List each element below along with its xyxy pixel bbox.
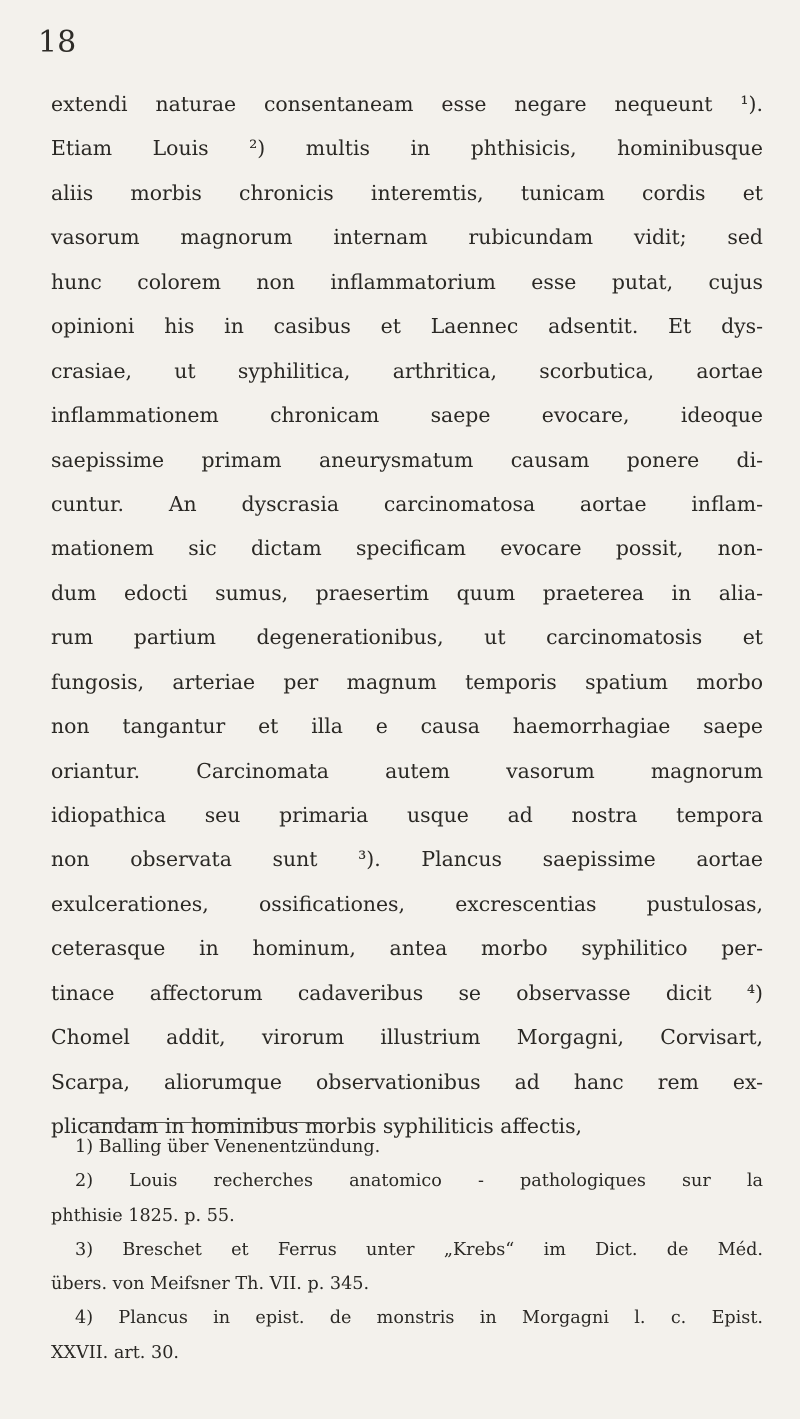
body-line: hunc colorem non inflammatorium esse putat, cujus — [51, 269, 763, 294]
footnote-separator — [80, 1122, 334, 1123]
body-line: idiopathica seu primaria usque ad nostra tempora — [51, 803, 763, 827]
footnote-line: 1) Balling über Venenentzündung. — [75, 1137, 381, 1157]
body-line: vasorum magnorum internam rubicundam vidit; sed — [51, 225, 763, 250]
footnote-line: übers. von Meifsner Th. VII. p. 345. — [51, 1274, 370, 1295]
body-line: exulcerationes, ossificationes, excrescentias pustulosas, — [51, 891, 763, 916]
body-line: non observata sunt ³). Plancus saepissime aortae — [51, 847, 763, 872]
body-line: crasiae, ut syphilitica, arthritica, scorbutica, aortae — [51, 358, 763, 383]
body-line: saepissime primam aneurysmatum causam ponere di- — [51, 447, 763, 472]
body-line: dum edocti sumus, praesertim quum praeterea in alia- — [51, 580, 763, 605]
body-line: fungosis, arteriae per magnum temporis spatium morbo — [51, 669, 763, 694]
body-line: oriantur. Carcinomata autem vasorum magnorum — [51, 758, 763, 783]
footnote-line: 4) Plancus in epist. de monstris in Morgagni l. c. Epist. — [75, 1308, 763, 1329]
body-line: inflammationem chronicam saepe evocare, ideoque — [51, 403, 763, 428]
footnote-line: 3) Breschet et Ferrus unter „Krebs“ im Dict. de Méd. — [75, 1239, 763, 1260]
body-line: Etiam Louis ²) multis in phthisicis, hominibusque — [51, 136, 763, 161]
footnotes — [51, 1130, 763, 1370]
body-line: aliis morbis chronicis interemtis, tunicam cordis et — [51, 180, 763, 205]
body-line: tinace affectorum cadaveribus se observasse dicit ⁴) — [51, 980, 763, 1005]
body-line: Scarpa, aliorumque observationibus ad hanc rem ex- — [51, 1069, 763, 1094]
body-line: extendi naturae consentaneam esse negare nequeunt ¹). — [51, 92, 763, 116]
body-line: Chomel addit, virorum illustrium Morgagni, Corvisart, — [51, 1025, 763, 1050]
body-line: opinioni his in casibus et Laennec adsentit. Et dys- — [51, 314, 763, 339]
body-text — [51, 82, 763, 1149]
page-number: 18 — [38, 25, 77, 60]
body-line: cuntur. An dyscrasia carcinomatosa aortae inflam- — [51, 491, 763, 516]
body-line: mationem sic dictam specificam evocare possit, non- — [51, 536, 763, 561]
body-line: ceterasque in hominum, antea morbo syphilitico per- — [51, 936, 763, 961]
footnote-line: XXVII. art. 30. — [51, 1342, 179, 1363]
footnote-line: phthisie 1825. p. 55. — [51, 1205, 235, 1226]
body-line: plicandam in hominibus morbis syphiliticis affectis, — [51, 1114, 583, 1139]
body-line: rum partium degenerationibus, ut carcinomatosis et — [51, 625, 763, 650]
footnote-line: 2) Louis recherches anatomico - pathologiques sur la — [75, 1171, 763, 1192]
body-line: non tangantur et illa e causa haemorrhagiae saepe — [51, 714, 763, 739]
